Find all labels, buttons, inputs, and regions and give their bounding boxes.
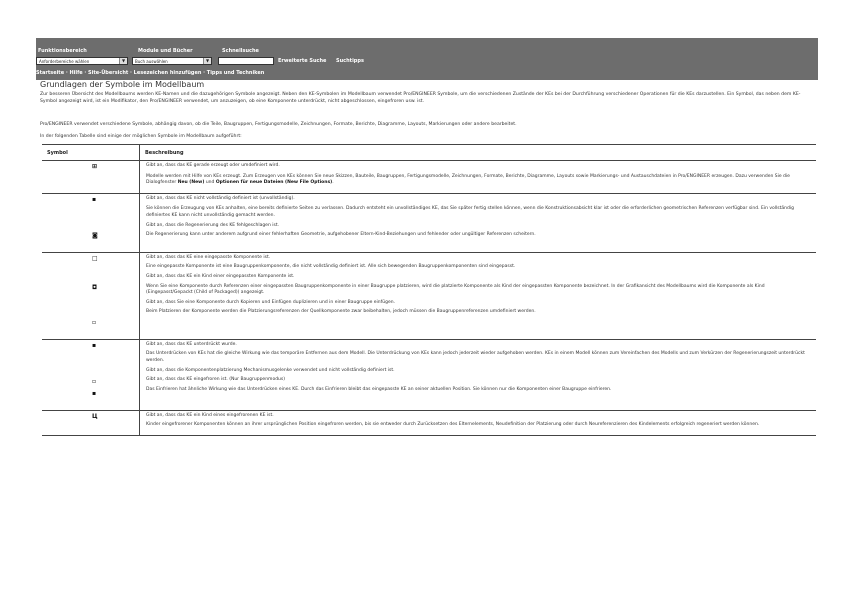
symbol-cell bbox=[42, 252, 140, 339]
symbol-cell bbox=[42, 410, 140, 435]
table-row bbox=[42, 410, 816, 435]
intro-paragraph-3: In der folgenden Tabelle sind einige der möglichen Symbole im Modellbaum aufgeführt: bbox=[40, 134, 242, 139]
symbol-icon: ▪ bbox=[92, 341, 97, 349]
symbol-icon: ▪ bbox=[92, 389, 97, 397]
description-line: Modelle werden mit Hilfe von KEs erzeugt. Zum Erzeugen von KEs können Sie neue Skizzen, Bauteile, Baugruppen, Fertigungsmodelle, Zeichnungen, Formate, Berichte, Diagramme, Layouts sowie Markierungs- und Austauschdateien in Pro/ENGINEER erzeugen. Dazu verwenden Sie die Dialogfenster Neu (New) und Optionen für neue Dateien (New File Options). bbox=[146, 173, 790, 186]
function-area-label: Funktionsbereich bbox=[38, 48, 87, 54]
symbol-icon: ▫ bbox=[92, 377, 97, 385]
description-line: Das Unterdrücken von KEs hat die gleiche Wirkung wie das temporäre Entfernen aus dem Modell. Die Unterdrückung von KEs kann jedoch jederzeit wieder aufgehoben werden. KEs in einem Modell können zum Vereinfachen des Modells und zum Verkürzen der Regenerierungszeit unterdrückt werden. bbox=[146, 351, 805, 363]
symbol-icon: ◙ bbox=[92, 231, 98, 239]
description-cell bbox=[140, 252, 817, 339]
advanced-search-link[interactable]: Erweiterte Suche bbox=[278, 58, 327, 64]
description-line: Gibt an, dass Sie eine Komponente durch Kopieren und Einfügen duplizieren und in einer Baugruppe einfügen. bbox=[146, 299, 396, 305]
description-line: Gibt an, dass das KE unterdrückt wurde. bbox=[146, 341, 237, 347]
description-cell bbox=[140, 410, 817, 435]
description-line: Eine eingepasste Komponente ist eine Baugruppenkomponente, die nicht vollständig definiert ist. Alle sich bewegenden Baugruppenkomponenten sind eingepasst. bbox=[146, 264, 516, 270]
chevron-down-icon: ▼ bbox=[203, 58, 211, 64]
symbol-icon: □ bbox=[92, 254, 98, 262]
description-cell bbox=[140, 193, 817, 252]
search-tips-link[interactable]: Suchtipps bbox=[336, 58, 364, 64]
chevron-down-icon: ▼ bbox=[119, 58, 127, 64]
intro-paragraph-1: Zur besseren Übersicht des Modellbaums werden KE-Namen und die dazugehörigen Symbole angezeigt. Neben den KE-Symbolen im Modellbaum verwendet Pro/ENGINEER Symbole, um die verschiedenen Zustände der KEs bei der Durchführung verschiedener Operationen für die KEs darzustellen. Ein Symbol, das neben dem KE-Symbol angezeigt wird, ist ein Modifikator, den Pro/ENGINEER verwendet, um anzuzeigen, ob eine Komponente unterdrückt, nicht abgeschlossen, eingefroren usw. ist. bbox=[40, 92, 801, 104]
symbol-icon: Ц bbox=[92, 412, 98, 420]
table-header-row bbox=[42, 145, 816, 161]
description-cell bbox=[140, 339, 817, 410]
modules-label: Module und Bücher bbox=[138, 48, 193, 54]
description-line: Die Regenerierung kann unter anderem aufgrund einer fehlerhaften Geometrie, aufgehobener Eltern-Kind-Beziehungen und fehlender oder ungültiger Referenzen scheitern. bbox=[146, 232, 536, 238]
description-line: Gibt an, dass die Komponentenplatzierung Mechanismusgelenke verwendet und nicht vollständig definiert ist. bbox=[146, 367, 395, 373]
intro-paragraph-2: Pro/ENGINEER verwendet verschiedene Symbole, abhängig davon, ob die Teile, Baugruppen, Fertigungsmodelle, Zeichnungen, Formate, Berichte, Diagramme, Layouts, Markierungen oder andere bearbeitet. bbox=[40, 122, 517, 127]
symbol-cell bbox=[42, 193, 140, 252]
description-line: Das Einfrieren hat ähnliche Wirkung wie das Unterdrücken eines KE. Durch das Einfrieren bleibt das eingepasste KE an seiner aktuellen Position. Sie können nur die Komponenten einer Baugruppe einfrieren. bbox=[146, 386, 612, 392]
description-line: Gibt an, dass die Regenerierung des KE fehlgeschlagen ist. bbox=[146, 222, 280, 228]
description-line: Gibt an, dass das KE gerade erzeugt oder umdefiniert wird. bbox=[146, 163, 280, 168]
description-line: Kinder eingefrorener Komponenten können an ihrer ursprünglichen Position eingefroren werden, bis sie entweder durch Zurücksetzen des Elternelements, Neudefinition der Platzierung oder durch Neureferenzieren des Kindelements erfolgreich regeneriert werden können. bbox=[146, 422, 760, 428]
main-nav[interactable]: Startseite · Hilfe · Site-Übersicht · Lesezeichen hinzufügen · Tipps und Techniken bbox=[36, 70, 265, 76]
symbol-table bbox=[42, 144, 816, 436]
modules-select[interactable] bbox=[132, 57, 212, 65]
symbol-icon: ▫ bbox=[92, 318, 97, 326]
symbol-icon: ⊞ bbox=[92, 163, 98, 170]
description-cell bbox=[140, 161, 817, 194]
description-line: Gibt an, dass das KE ein Kind einer eingepassten Komponente ist. bbox=[146, 273, 295, 279]
column-header-description: Beschreibung bbox=[140, 145, 817, 161]
table-row bbox=[42, 161, 816, 194]
symbol-cell bbox=[42, 161, 140, 194]
table-row bbox=[42, 252, 816, 339]
table-row bbox=[42, 339, 816, 410]
table-row bbox=[42, 193, 816, 252]
modules-value: Buch auswählen bbox=[135, 59, 168, 64]
description-line: Gibt an, dass das KE eingefroren ist. (Nur Baugruppenmodus) bbox=[146, 377, 286, 383]
description-line: Wenn Sie eine Komponente durch Referenzen einer eingepassten Baugruppenkomponente in einer Baugruppe platzieren, wird die platzierte Komponente als Kind der eingepassten Komponente bezeichnet. In der Grafikansicht des Modellbaums wird die Komponente als Kind (Eingepasst/Gepackt (Child of Packaged)) angezeigt. bbox=[146, 283, 765, 296]
description-line: Sie können die Erzeugung von KEs anhalten, eine bereits definierte Seiten zu verlassen. Dadurch entsteht ein unvollständiges KE, das Sie später fertig stellen können, wenn die Konstruktionsabsicht klar ist oder die erforderlichen geometrischen Referenzen verfügbar sind. Ein vollständig definiertes KE kann nicht unvollständig gemacht werden. bbox=[146, 206, 794, 218]
description-line: Gibt an, dass das KE eine eingepasste Komponente ist. bbox=[146, 254, 271, 260]
page-title: Grundlagen der Symbole im Modellbaum bbox=[40, 80, 205, 89]
quicksearch-input[interactable] bbox=[218, 57, 274, 65]
function-area-value: Anforderbereiche wählen bbox=[39, 59, 90, 64]
symbol-cell bbox=[42, 339, 140, 410]
column-header-symbol: Symbol bbox=[42, 145, 140, 161]
quicksearch-label: Schnellsuche bbox=[222, 48, 259, 54]
description-line: Gibt an, dass das KE nicht vollständig definiert ist (unvollständig). bbox=[146, 195, 295, 201]
symbol-icon: ◘ bbox=[92, 283, 98, 291]
description-line: Beim Platzieren der Komponente werden die Platzierungsreferenzen der Quellkomponente zwar beibehalten, jedoch müssen die Baugruppenreferenzen umdefiniert werden. bbox=[146, 309, 536, 315]
symbol-icon: ▪ bbox=[92, 195, 97, 203]
description-line: Gibt an, dass das KE ein Kind eines eingefrorenen KE ist. bbox=[146, 412, 274, 418]
function-area-select[interactable] bbox=[36, 57, 128, 65]
top-toolbar bbox=[36, 38, 818, 80]
